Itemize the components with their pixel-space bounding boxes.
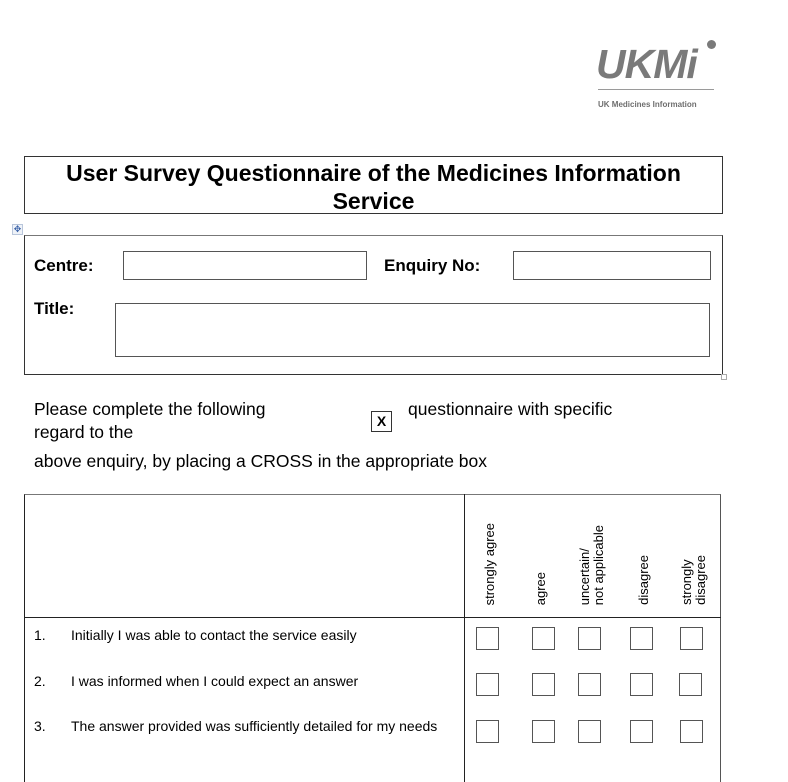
document-title bbox=[24, 156, 723, 214]
q2-uncertain-checkbox[interactable] bbox=[578, 673, 601, 696]
q1-strongly-disagree-checkbox[interactable] bbox=[680, 627, 703, 650]
q1-strongly-agree-checkbox[interactable] bbox=[476, 627, 499, 650]
q1-uncertain-checkbox[interactable] bbox=[578, 627, 601, 650]
question-1-text: Initially I was able to contact the service easily bbox=[71, 627, 357, 643]
q3-agree-checkbox[interactable] bbox=[532, 720, 555, 743]
logo-dot-icon bbox=[707, 40, 716, 49]
instructions-line-2: regard to the bbox=[34, 422, 134, 442]
question-1-number: 1. bbox=[34, 627, 46, 643]
title-label: Title: bbox=[34, 299, 75, 318]
instructions-line-3: above enquiry, by placing a CROSS in the appropriate box bbox=[34, 451, 488, 471]
q3-strongly-disagree-checkbox[interactable] bbox=[680, 720, 703, 743]
title-line-2: Service bbox=[332, 188, 415, 214]
question-2-text: I was informed when I could expect an answer bbox=[71, 673, 359, 689]
q3-disagree-checkbox[interactable] bbox=[630, 720, 653, 743]
header-divider bbox=[24, 617, 721, 618]
ukmi-logo bbox=[596, 38, 720, 114]
question-3-number: 3. bbox=[34, 718, 46, 734]
example-cross-box: X bbox=[371, 411, 392, 432]
enquiry-no-field[interactable] bbox=[513, 251, 711, 280]
column-header-agree: agree bbox=[533, 571, 548, 605]
instructions-line-1b: questionnaire with specific bbox=[408, 399, 613, 419]
table-move-handle-icon[interactable]: ✥ bbox=[13, 224, 22, 234]
column-header-uncertain: uncertain/ not applicable bbox=[577, 524, 606, 605]
column-header-disagree: disagree bbox=[636, 555, 651, 605]
question-3-text: The answer provided was sufficiently detailed for my needs bbox=[71, 718, 438, 734]
question-2-number: 2. bbox=[34, 673, 46, 689]
q2-agree-checkbox[interactable] bbox=[532, 673, 555, 696]
title-line-1: User Survey Questionnaire of the Medicines Information bbox=[66, 160, 681, 186]
q2-strongly-agree-checkbox[interactable] bbox=[476, 673, 499, 696]
title-field[interactable] bbox=[115, 303, 710, 357]
q2-disagree-checkbox[interactable] bbox=[630, 673, 653, 696]
logo-wordmark: UKMi bbox=[596, 41, 697, 87]
q2-strongly-disagree-checkbox[interactable] bbox=[679, 673, 702, 696]
enquiry-no-label: Enquiry No: bbox=[384, 256, 481, 275]
centre-field[interactable] bbox=[123, 251, 367, 280]
table-resize-handle[interactable] bbox=[721, 374, 727, 380]
centre-label: Centre: bbox=[34, 256, 94, 275]
column-header-strongly-disagree: strongly disagree bbox=[679, 555, 708, 605]
logo-subtitle: UK Medicines Information bbox=[598, 100, 697, 109]
q3-strongly-agree-checkbox[interactable] bbox=[476, 720, 499, 743]
column-header-strongly-agree: strongly agree bbox=[482, 522, 497, 605]
instructions-line-1a: Please complete the following bbox=[34, 399, 266, 419]
q1-disagree-checkbox[interactable] bbox=[630, 627, 653, 650]
column-divider bbox=[464, 494, 465, 782]
q3-uncertain-checkbox[interactable] bbox=[578, 720, 601, 743]
logo-divider bbox=[598, 89, 714, 90]
q1-agree-checkbox[interactable] bbox=[532, 627, 555, 650]
